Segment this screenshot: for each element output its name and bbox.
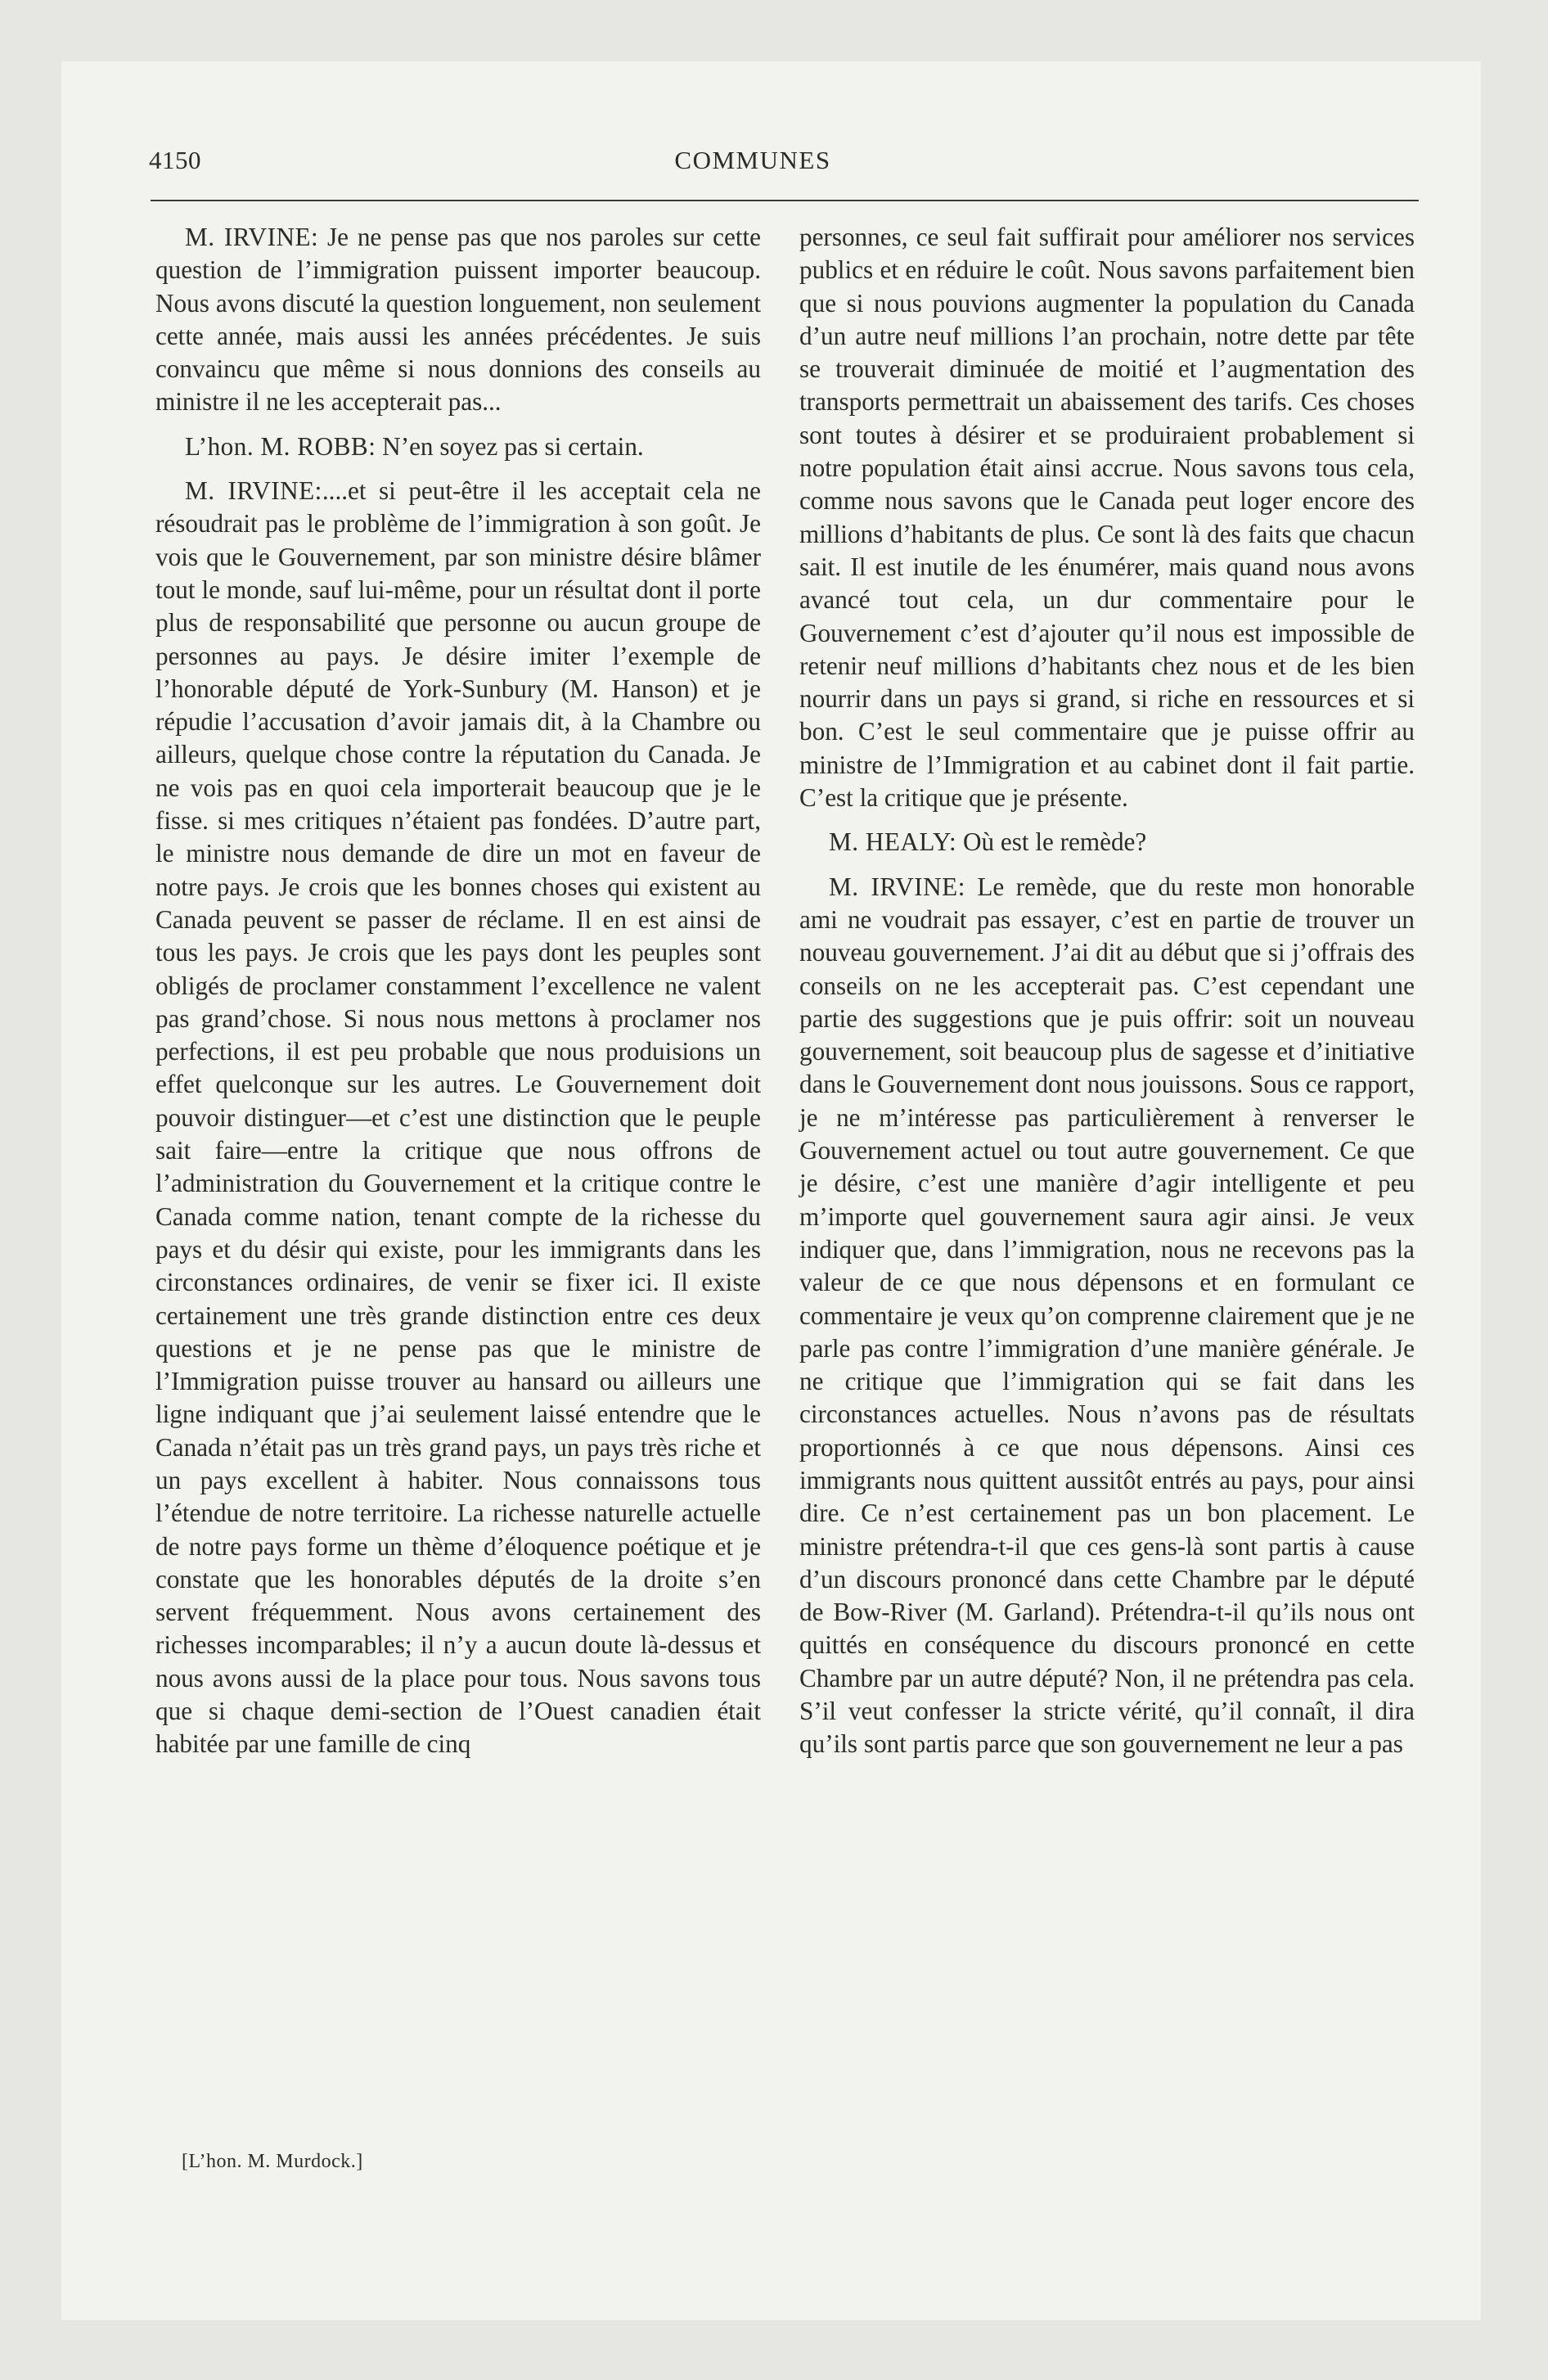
speech-text: Je ne pense pas que nos paroles sur cette question de l’immigration puissent importer beaucoup. Nous avons discuté la question longuement, non seulement cette année, mais aussi les années précédentes. Je suis convaincu que même si nous donnions des conseils au ministre il ne les accepterait pas... [155, 223, 761, 417]
speaker-name: L’hon. M. ROBB: [185, 431, 376, 461]
speaker-name: M. HEALY: [829, 827, 957, 857]
paragraph [799, 871, 1415, 1761]
paragraph [155, 221, 761, 419]
header-rule [151, 200, 1419, 201]
running-head: COMMUNES [674, 146, 831, 174]
speech-text: Où est le remède? [956, 827, 1147, 857]
speaker-name: M. IRVINE: [185, 223, 319, 251]
page-header [90, 146, 1415, 178]
speech-text: personnes, ce seul fait suffirait pour améliorer nos services publics et en réduire le coût. Nous savons parfaitement bien que si nous pouvions augmenter la population du Canada d’un autre neuf millions l’an prochain, notre dette par tête se trouverait diminuée de moitié et l’augmentation des transports permettrait un abaissement des tarifs. Ces choses sont toutes à désirer et se produiraient probablement si notre population était ainsi accrue. Nous savons tous cela, comme nous savons que le Canada peut loger encore des millions d’habitants de plus. Ce sont là des faits que chacun sait. Il est inutile de les énumérer, mais quand nous avons avancé tout cela, un dur commentaire pour le Gouvernement c’est d’ajouter qu’il nous est impossible de retenir neuf millions d’habitants chez nous et de les bien nourrir dans un pays si grand, si riche en ressources et si bon. C’est le seul commentaire que je puisse offrir au ministre de l’Immigration et au cabinet dont il fait partie. C’est la critique que je présente. [799, 223, 1415, 813]
paragraph [155, 430, 761, 463]
speech-text: ....et si peut-être il les acceptait cela ne résoudrait pas le problème de l’immigration à son goût. Je vois que le Gouvernement, par son ministre désire blâmer tout le monde, sauf lui-même, pour un résultat dont il porte plus de responsabilité que personne ou aucun groupe de personnes au pays. Je désire imiter l’exemple de l’honorable député de York-Sunbury (M. Hanson) et je répudie l’accusation d’avoir jamais dit, à la Chambre ou ailleurs, quelque chose contre la réputation du Canada. Je ne vois pas en quoi cela importerait beaucoup que je le fisse. si mes critiques n’étaient pas fondées. D’autre part, le ministre nous demande de dire un mot en faveur de notre pays. Je crois que les bonnes choses qui existent au Canada peuvent se passer de réclame. Il en est ainsi de tous les pays. Je crois que les pays dont les peuples sont obligés de proclamer constamment l’excellence ne valent pas grand’chose. Si nous nous mettons à proclamer nos perfections, il est peu probable que nous produisions un effet quelconque sur les autres. Le Gouvernement doit pouvoir distinguer—et c’est une distinction que le peuple sait faire—entre la critique que nous offrons de l’administration du Gouvernement et la critique contre le Canada comme nation, tenant compte de la richesse du pays et du désir qui existe, pour les immigrants dans les circonstances ordinaires, de venir se fixer ici. Il existe certainement une très grande distinction entre ces deux questions et je ne pense pas que le ministre de l’Immigration puisse trouver au hansard ou ailleurs une ligne indiquant que j’ai seulement laissé entendre que le Canada n’était pas un très grand pays, un pays très riche et un pays excellent à habiter. Nous connaissons tous l’étendue de notre territoire. La richesse naturelle actuelle de notre pays forme un thème d’éloquence poétique et je constate que les honorables députés de la droite s’en servent fréquemment. Nous avons certainement des richesses incomparables; il n’y a aucun doute là-dessus et nous avons aussi de la place pour tous. Nous savons tous que si chaque demi-section de l’Ouest canadien était habitée par une famille de cinq [155, 476, 761, 1759]
speaker-name: M. IRVINE: [185, 476, 322, 506]
paragraph [799, 221, 1415, 814]
page-number: 4150 [149, 146, 201, 174]
paragraph [799, 826, 1415, 859]
speech-text: Le remède, que du reste mon honorable ami ne voudrait pas essayer, c’est en partie de trouver un nouveau gouvernement. J’ai dit au début que si j’offrais des conseils on ne les accepterait pas. C’est cependant une partie des suggestions que je puis offrir: soit un nouveau gouvernement, soit beaucoup plus de sagesse et d’initiative dans le Gouvernement dont nous jouissons. Sous ce rapport, je ne m’intéresse pas particulièrement à renverser le Gouvernement actuel ou tout autre gouvernement. Ce que je désire, c’est une manière d’agir intelligente et peu m’importe quel gouvernement saura agir ainsi. Je veux indiquer que, dans l’immigration, nous ne recevons pas la valeur de ce que nous dépensons et en formulant ce commentaire je veux qu’on comprenne clairement que je ne parle pas contre l’immigration d’une manière générale. Je ne critique que l’immigration qui se fait dans les circonstances actuelles. Nous n’avons pas de résultats proportionnés à ce que nous dépensons. Ainsi ces immigrants nous quittent aussitôt entrés au pays, pour ainsi dire. Ce n’est certainement pas un bon placement. Le ministre prétendra-t-il que ces gens-là sont partis à cause d’un discours prononcé dans cette Chambre par le député de Bow-River (M. Garland). Prétendra-t-il qu’ils nous ont quittés en conséquence du discours prononcé en cette Chambre par un autre député? Non, il ne prétendra pas cela. S’il veut confesser la stricte vérité, qu’il connaît, il dira qu’ils sont partis parce que son gouvernement ne leur a pas [799, 872, 1415, 1759]
speech-text: N’en soyez pas si certain. [376, 431, 644, 461]
left-column [155, 221, 761, 1761]
footer-note: [L’hon. M. Murdock.] [182, 2151, 363, 2172]
paragraph [155, 475, 761, 1761]
speaker-name: M. IRVINE: [829, 872, 965, 901]
right-column [799, 221, 1415, 1761]
